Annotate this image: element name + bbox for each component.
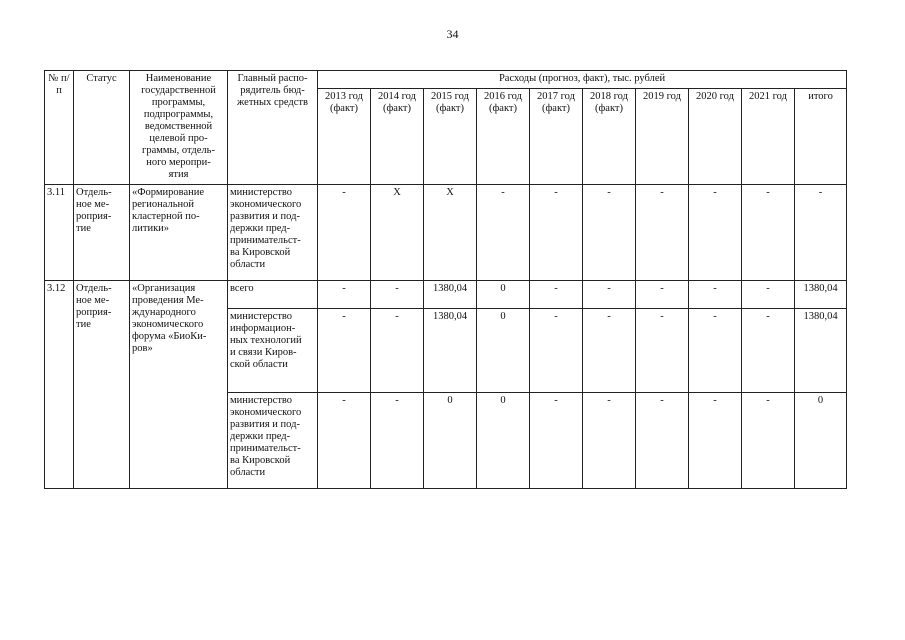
manager-line: развития и под- — [230, 419, 300, 430]
year-label: 2018 год — [590, 91, 628, 102]
value-cell: - — [583, 309, 636, 393]
manager-line: ва Кировской — [230, 455, 291, 466]
header-name-line: ного меропри- — [146, 157, 211, 168]
name-line: ров» — [132, 343, 153, 354]
header-expenses — [318, 71, 847, 89]
manager-line: министерство — [230, 395, 293, 406]
year-label: 2021 год — [749, 91, 787, 102]
manager-line: министерство — [230, 187, 293, 198]
header-name-line: подпрограммы, — [143, 109, 214, 120]
value-cell: - — [583, 281, 636, 309]
name-line: региональной — [132, 199, 194, 210]
value-cell: - — [742, 185, 795, 281]
manager-line: области — [230, 259, 266, 270]
header-status — [74, 71, 130, 185]
budget-table — [44, 70, 847, 489]
value-cell: X — [424, 185, 477, 281]
name-line: «Формирование — [132, 187, 205, 198]
header-manager-line: Главный распо- — [237, 73, 308, 84]
name-line: ждународного — [132, 307, 196, 318]
year-note: (факт) — [594, 103, 623, 114]
value-cell: - — [689, 185, 742, 281]
value-cell: 0 — [477, 281, 530, 309]
row-manager — [228, 393, 318, 489]
manager-line: держки пред- — [230, 223, 291, 234]
table-row — [45, 281, 847, 309]
value-cell: - — [742, 309, 795, 393]
year-label: 2014 год — [378, 91, 416, 102]
value-cell: - — [530, 393, 583, 489]
header-name — [130, 71, 228, 185]
total-label: итого — [808, 91, 833, 102]
name-line: форума «БиоКи- — [132, 331, 207, 342]
value-cell: 0 — [795, 393, 847, 489]
value-cell: 1380,04 — [424, 281, 477, 309]
value-cell: - — [371, 309, 424, 393]
manager-line: информацион- — [230, 323, 296, 334]
value-cell: 0 — [477, 309, 530, 393]
value-cell: - — [318, 281, 371, 309]
value-cell: 0 — [424, 393, 477, 489]
header-num-label: № п/п — [48, 73, 70, 96]
year-label: 2013 год — [325, 91, 363, 102]
header-name-line: ятия — [168, 169, 189, 180]
status-line: Отдель- — [76, 187, 112, 198]
header-name-line: целевой про- — [149, 133, 208, 144]
year-label: 2017 год — [537, 91, 575, 102]
value-cell: 1380,04 — [795, 281, 847, 309]
manager-line: принимательст- — [230, 443, 301, 454]
manager-line: держки пред- — [230, 431, 291, 442]
value-cell: - — [371, 393, 424, 489]
name-line: «Организация — [132, 283, 196, 294]
header-name-line: программы, — [151, 97, 206, 108]
header-status-label: Статус — [86, 73, 117, 84]
name-line: литики» — [132, 223, 170, 234]
status-line: тие — [76, 223, 91, 234]
status-line: Отдель- — [76, 283, 112, 294]
header-expenses-label: Расходы (прогноз, факт), тыс. рублей — [498, 73, 666, 84]
manager-line: развития и под- — [230, 211, 300, 222]
row-status — [74, 281, 130, 489]
value-cell: - — [583, 185, 636, 281]
value-cell: - — [636, 281, 689, 309]
row-name — [130, 185, 228, 281]
header-name-line: государственной — [141, 85, 216, 96]
year-label: 2016 год — [484, 91, 522, 102]
header-manager-line: жетных средств — [237, 97, 308, 108]
row-manager — [228, 281, 318, 309]
value-cell: - — [636, 309, 689, 393]
header-name-line: Наименование — [145, 73, 212, 84]
value-cell: - — [318, 185, 371, 281]
value-cell: - — [530, 309, 583, 393]
name-line: экономического — [132, 319, 204, 330]
header-name-line: ведомственной — [144, 121, 213, 132]
manager-line: министерство — [230, 311, 293, 322]
header-total — [795, 89, 847, 185]
value-cell: - — [530, 185, 583, 281]
manager-line: и связи Киров- — [230, 347, 297, 358]
value-cell: - — [742, 393, 795, 489]
header-year — [742, 89, 795, 185]
manager-line: ва Кировской — [230, 247, 291, 258]
header-year — [636, 89, 689, 185]
year-note: (факт) — [329, 103, 358, 114]
header-row-1 — [45, 71, 847, 89]
status-line: роприя- — [76, 211, 112, 222]
status-line: ное ме- — [76, 295, 110, 306]
status-line: роприя- — [76, 307, 112, 318]
header-manager — [228, 71, 318, 185]
value-cell: - — [583, 393, 636, 489]
value-cell: - — [636, 185, 689, 281]
row-num-text: 3.12 — [47, 283, 66, 294]
header-year — [424, 89, 477, 185]
header-year — [477, 89, 530, 185]
value-cell: 1380,04 — [424, 309, 477, 393]
name-line: проведения Ме- — [132, 295, 204, 306]
header-name-line: граммы, отдель- — [142, 145, 215, 156]
value-cell: - — [318, 309, 371, 393]
value-cell: - — [689, 309, 742, 393]
value-cell: - — [689, 281, 742, 309]
name-line: кластерной по- — [132, 211, 200, 222]
header-year — [689, 89, 742, 185]
value-cell: - — [477, 185, 530, 281]
row-manager — [228, 309, 318, 393]
manager-line: ской области — [230, 359, 288, 370]
row-num-text: 3.11 — [47, 187, 65, 198]
row-status — [74, 185, 130, 281]
row-num — [45, 281, 74, 489]
header-year — [318, 89, 371, 185]
manager-line: области — [230, 467, 266, 478]
year-label: 2015 год — [431, 91, 469, 102]
header-num — [45, 71, 74, 185]
status-line: ное ме- — [76, 199, 110, 210]
value-cell: - — [689, 393, 742, 489]
value-cell: 0 — [477, 393, 530, 489]
table-row — [45, 185, 847, 281]
row-manager — [228, 185, 318, 281]
manager-line: принимательст- — [230, 235, 301, 246]
manager-line: ных технологий — [230, 335, 302, 346]
status-line: тие — [76, 319, 91, 330]
value-cell: - — [371, 281, 424, 309]
row-name — [130, 281, 228, 489]
page-number: 34 — [446, 27, 459, 41]
year-label: 2019 год — [643, 91, 681, 102]
value-cell: - — [318, 393, 371, 489]
year-note: (факт) — [435, 103, 464, 114]
year-note: (факт) — [541, 103, 570, 114]
manager-line: экономического — [230, 199, 302, 210]
header-year — [371, 89, 424, 185]
value-cell: - — [636, 393, 689, 489]
header-year — [583, 89, 636, 185]
value-cell: X — [371, 185, 424, 281]
year-label: 2020 год — [696, 91, 734, 102]
year-note: (факт) — [382, 103, 411, 114]
value-cell: 1380,04 — [795, 309, 847, 393]
manager-line: всего — [230, 283, 254, 294]
row-num — [45, 185, 74, 281]
manager-line: экономического — [230, 407, 302, 418]
value-cell: - — [742, 281, 795, 309]
header-year — [530, 89, 583, 185]
header-manager-line: рядитель бюд- — [240, 85, 305, 96]
value-cell: - — [530, 281, 583, 309]
value-cell: - — [795, 185, 847, 281]
year-note: (факт) — [488, 103, 517, 114]
